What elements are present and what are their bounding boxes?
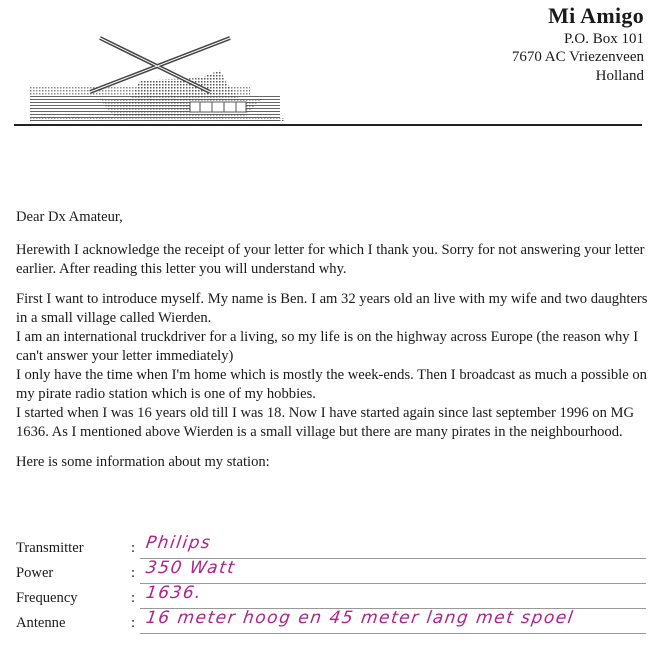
info-label: Transmitter	[16, 540, 84, 556]
info-value-handwritten: 16 meter hoog en 45 meter lang met spoel	[144, 608, 576, 628]
paragraph-introduction: First I want to introduce myself. My name is Ben. I am 32 years old an live with my wife and two daughters in a small village called Wierden. I am an international truckdriver for a living, so my life is on the highway across Europe (the reason why I can't answer your letter immediately) I only have the time when I'm home which is mostly the week-ends. Then I broadcast as much a possible on my pirate radio station which is one of my hobbies. I started when I was 16 years old till I was 18. Now I have started again since last september 1996 on MG 1636. As I mentioned above Wierden is a small village but there are many pirates in the neighbourhood.	[16, 291, 648, 440]
info-colon: :	[131, 615, 136, 631]
paragraph-acknowledgement: Herewith I acknowledge the receipt of your letter for which I thank you. Sorry for not answering your letter earlier. After reading this letter you will understand why.	[16, 242, 645, 277]
info-row-antenne	[16, 608, 646, 636]
underline-rule	[140, 583, 646, 584]
letterhead	[512, 2, 644, 86]
info-value-handwritten: 1636.	[144, 583, 204, 603]
address-line-2: 7670 AC Vriezenveen	[511, 49, 644, 66]
info-row-power	[16, 558, 646, 586]
info-colon: :	[131, 540, 136, 556]
salutation: Dear Dx Amateur,	[16, 209, 123, 225]
info-value-handwritten: 350 Watt	[144, 558, 237, 578]
info-row-transmitter	[16, 533, 646, 561]
info-label: Antenne	[16, 615, 66, 631]
address-line-3: Holland	[595, 68, 644, 84]
radio-ship-logo	[30, 30, 290, 126]
info-value-handwritten: Philips	[144, 533, 213, 553]
letterhead-rule	[14, 124, 642, 126]
paragraph-station-intro: Here is some information about my station:	[16, 454, 270, 470]
station-info-table	[16, 533, 646, 636]
info-label: Frequency	[16, 590, 78, 606]
info-colon: :	[131, 590, 136, 606]
underline-rule	[140, 633, 646, 634]
address-line-1: P.O. Box 101	[563, 30, 644, 47]
info-colon: :	[131, 565, 136, 581]
info-label: Power	[16, 565, 54, 581]
station-name: Mi Amigo	[548, 3, 644, 28]
letter-body	[16, 208, 648, 483]
